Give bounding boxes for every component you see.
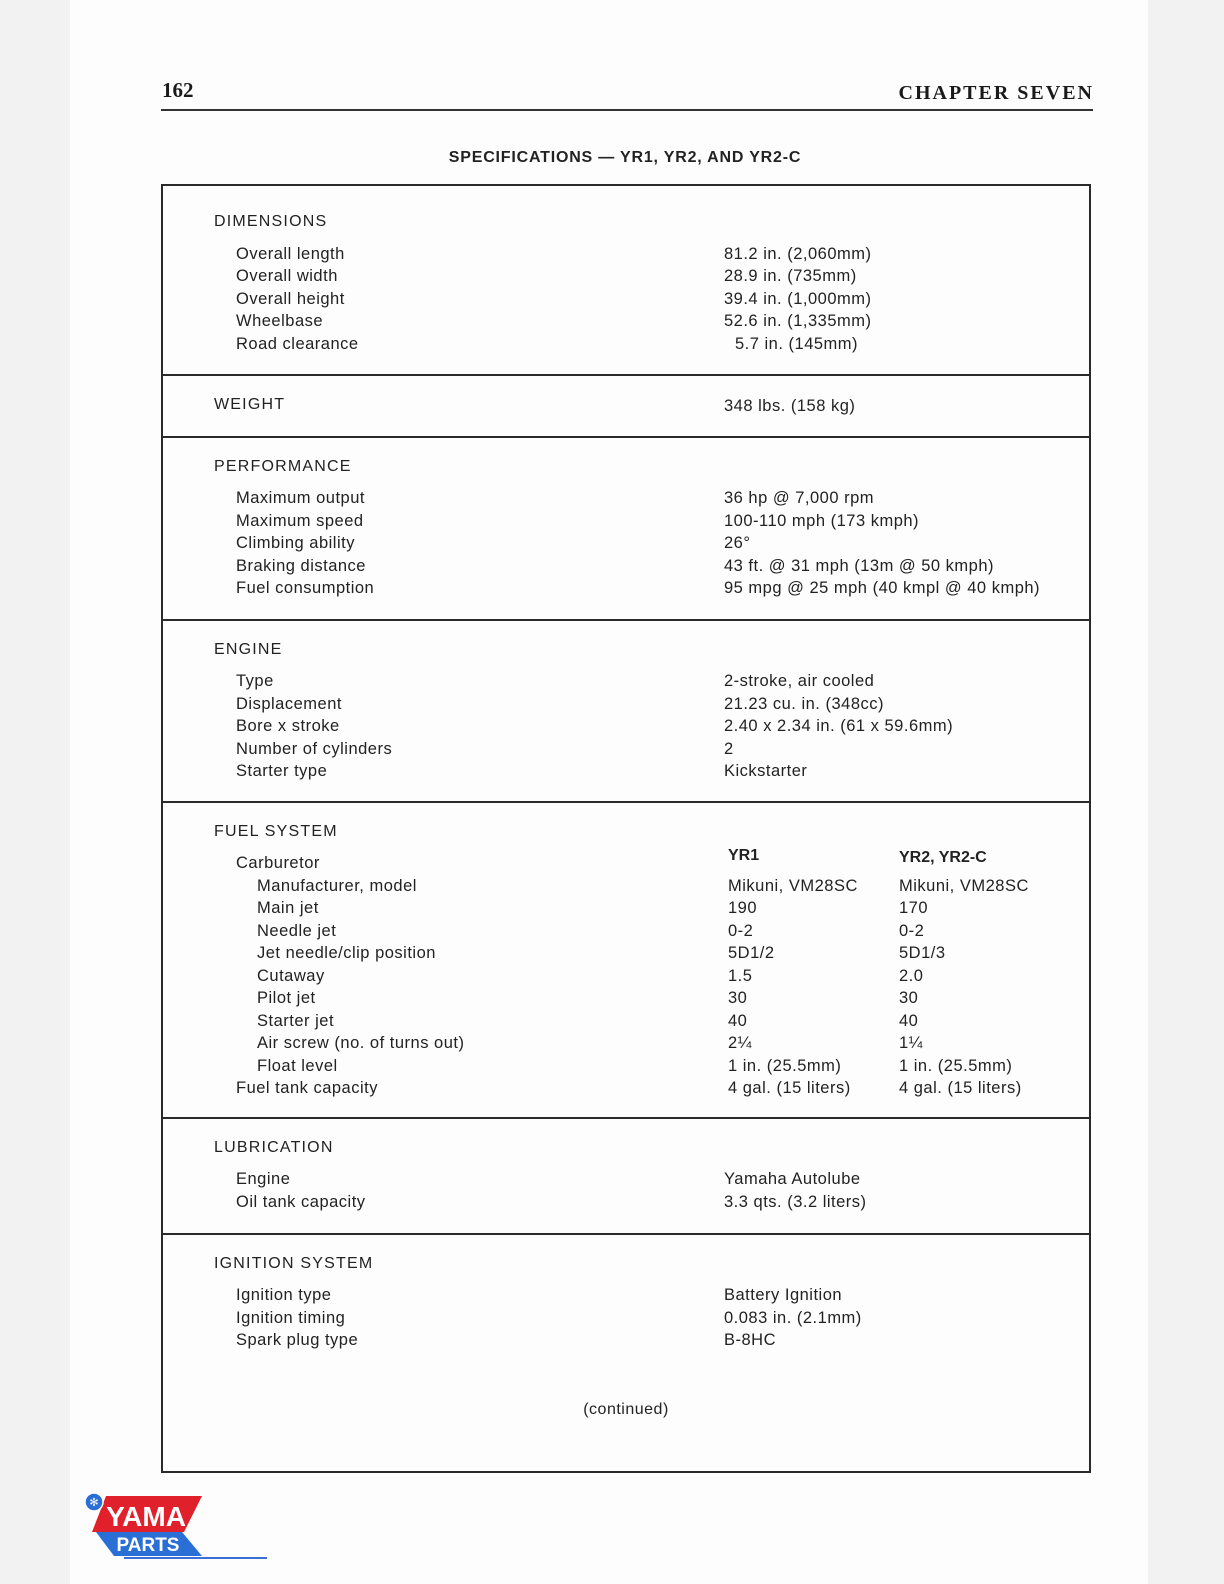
table-row <box>163 1309 1089 1331</box>
row-label: Manufacturer, model <box>257 877 417 895</box>
specifications-table <box>161 184 1091 1473</box>
row-value: 43 ft. @ 31 mph (13m @ 50 kmph) <box>724 557 995 575</box>
row-label: Main jet <box>257 899 319 917</box>
section-label: PERFORMANCE <box>214 458 352 475</box>
section-label: WEIGHT <box>214 396 286 413</box>
row-value-yr1: 0-2 <box>728 922 754 940</box>
row-value: 348 lbs. (158 kg) <box>724 397 856 415</box>
table-row <box>163 335 1089 357</box>
table-row <box>163 534 1089 556</box>
row-value-yr2: Mikuni, VM28SC <box>899 877 1029 895</box>
row-value: 95 mpg @ 25 mph (40 kmpl @ 40 kmph) <box>724 579 1041 597</box>
row-label: Pilot jet <box>257 989 316 1007</box>
row-value: 3.3 qts. (3.2 liters) <box>724 1193 867 1211</box>
section-label: LUBRICATION <box>214 1139 334 1156</box>
section-lubrication <box>163 1119 1089 1235</box>
specifications-title: SPECIFICATIONS — YR1, YR2, AND YR2-C <box>448 149 802 166</box>
section-label: FUEL SYSTEM <box>214 823 338 840</box>
table-row <box>163 489 1089 511</box>
table-row <box>163 989 1089 1011</box>
row-label: Engine <box>236 1170 291 1188</box>
table-row <box>163 672 1089 694</box>
table-row <box>163 1193 1089 1215</box>
row-value-yr2: 0-2 <box>899 922 925 940</box>
row-label: Type <box>236 672 274 690</box>
row-label: Overall width <box>236 267 338 285</box>
row-value: 100-110 mph (173 kmph) <box>724 512 920 530</box>
table-row <box>163 290 1089 312</box>
table-row <box>163 1331 1089 1353</box>
row-value: Kickstarter <box>724 762 808 780</box>
row-value-yr1: 5D1/2 <box>728 944 775 962</box>
table-row <box>163 312 1089 334</box>
row-label: Cutaway <box>257 967 325 985</box>
row-value-yr1: 1.5 <box>728 967 753 985</box>
section-weight <box>163 376 1089 438</box>
logo-text-top: YAMA <box>106 1501 186 1532</box>
row-label: Carburetor <box>236 854 320 872</box>
row-value: 2 <box>724 740 734 758</box>
table-row <box>163 1034 1089 1056</box>
row-value: 26° <box>724 534 751 552</box>
row-label: Road clearance <box>236 335 359 353</box>
row-label: Oil tank capacity <box>236 1193 366 1211</box>
row-value-yr2: 30 <box>899 989 919 1007</box>
section-ignition-system <box>163 1235 1089 1471</box>
row-label: Overall height <box>236 290 345 308</box>
table-row <box>163 922 1089 944</box>
section-label: DIMENSIONS <box>214 213 328 230</box>
row-value-yr1: 40 <box>728 1012 748 1030</box>
row-label: Fuel tank capacity <box>236 1079 378 1097</box>
section-dimensions <box>163 186 1089 376</box>
row-value: 0.083 in. (2.1mm) <box>724 1309 862 1327</box>
row-label: Spark plug type <box>236 1331 359 1349</box>
row-label: Jet needle/clip position <box>257 944 436 962</box>
row-label: Ignition timing <box>236 1309 346 1327</box>
row-value: 28.9 in. (735mm) <box>724 267 857 285</box>
row-label: Ignition type <box>236 1286 332 1304</box>
row-label: Braking distance <box>236 557 366 575</box>
row-value-yr2: 1 in. (25.5mm) <box>899 1057 1013 1075</box>
row-label: Maximum output <box>236 489 365 507</box>
table-row <box>163 397 1089 419</box>
row-value-yr2: 5D1/3 <box>899 944 946 962</box>
yamaparts-logo[interactable] <box>84 1490 274 1562</box>
continued-note: (continued) <box>583 1401 669 1418</box>
row-label: Bore x stroke <box>236 717 340 735</box>
table-row <box>163 1012 1089 1034</box>
table-row <box>163 717 1089 739</box>
row-label: Air screw (no. of turns out) <box>257 1034 465 1052</box>
table-row <box>163 512 1089 534</box>
row-label: Starter type <box>236 762 328 780</box>
row-label: Displacement <box>236 695 342 713</box>
row-value-yr2: 170 <box>899 899 929 917</box>
row-value-yr2: 2.0 <box>899 967 924 985</box>
column-header-yr2: YR2, YR2-C <box>899 849 987 866</box>
table-row <box>163 579 1089 601</box>
row-value-yr1: 4 gal. (15 liters) <box>728 1079 851 1097</box>
table-row <box>163 944 1089 966</box>
row-value-yr2: 40 <box>899 1012 919 1030</box>
table-row <box>163 1079 1089 1101</box>
row-label: Number of cylinders <box>236 740 393 758</box>
section-label: IGNITION SYSTEM <box>214 1255 374 1272</box>
row-value-yr1: 190 <box>728 899 758 917</box>
row-value: 52.6 in. (1,335mm) <box>724 312 872 330</box>
row-value: Battery Ignition <box>724 1286 843 1304</box>
header-rule <box>161 109 1093 111</box>
chapter-title: CHAPTER SEVEN <box>898 82 1094 104</box>
table-row <box>163 740 1089 762</box>
table-row <box>163 245 1089 267</box>
row-value: B-8HC <box>724 1331 777 1349</box>
row-label: Wheelbase <box>236 312 324 330</box>
row-label: Needle jet <box>257 922 337 940</box>
row-label: Float level <box>257 1057 338 1075</box>
table-row <box>163 854 1089 876</box>
logo-text-bottom: PARTS <box>116 1535 180 1556</box>
column-header-yr1: YR1 <box>728 847 760 864</box>
section-performance <box>163 438 1089 621</box>
table-row <box>163 1286 1089 1308</box>
table-row <box>163 877 1089 899</box>
section-engine <box>163 621 1089 803</box>
table-row <box>163 899 1089 921</box>
row-value-yr2: 4 gal. (15 liters) <box>899 1079 1022 1097</box>
table-row <box>163 967 1089 989</box>
row-value-yr1: 30 <box>728 989 748 1007</box>
row-value: 21.23 cu. in. (348cc) <box>724 695 884 713</box>
row-value: 5.7 in. (145mm) <box>735 335 859 353</box>
row-label: Maximum speed <box>236 512 364 530</box>
row-label: Fuel consumption <box>236 579 375 597</box>
row-value-yr2: 1¼ <box>899 1034 923 1052</box>
logo-link-underline <box>124 1557 267 1559</box>
table-row <box>163 695 1089 717</box>
row-label: Climbing ability <box>236 534 355 552</box>
section-fuel-system <box>163 803 1089 1119</box>
row-label: Starter jet <box>257 1012 335 1030</box>
yamaparts-logo-graphic <box>84 1490 274 1562</box>
table-row <box>163 267 1089 289</box>
row-value: 39.4 in. (1,000mm) <box>724 290 872 308</box>
svg-text:✻: ✻ <box>89 1496 99 1509</box>
row-value: 36 hp @ 7,000 rpm <box>724 489 874 507</box>
page-number: 162 <box>162 78 194 102</box>
row-value: Yamaha Autolube <box>724 1170 861 1188</box>
row-value: 2.40 x 2.34 in. (61 x 59.6mm) <box>724 717 954 735</box>
table-row <box>163 762 1089 784</box>
row-label: Overall length <box>236 245 345 263</box>
row-value-yr1: 2¼ <box>728 1034 752 1052</box>
row-value-yr1: Mikuni, VM28SC <box>728 877 858 895</box>
row-value: 81.2 in. (2,060mm) <box>724 245 872 263</box>
table-row <box>163 557 1089 579</box>
section-label: ENGINE <box>214 641 283 658</box>
row-value: 2-stroke, air cooled <box>724 672 875 690</box>
row-value-yr1: 1 in. (25.5mm) <box>728 1057 842 1075</box>
table-row <box>163 1170 1089 1192</box>
table-row <box>163 1057 1089 1079</box>
